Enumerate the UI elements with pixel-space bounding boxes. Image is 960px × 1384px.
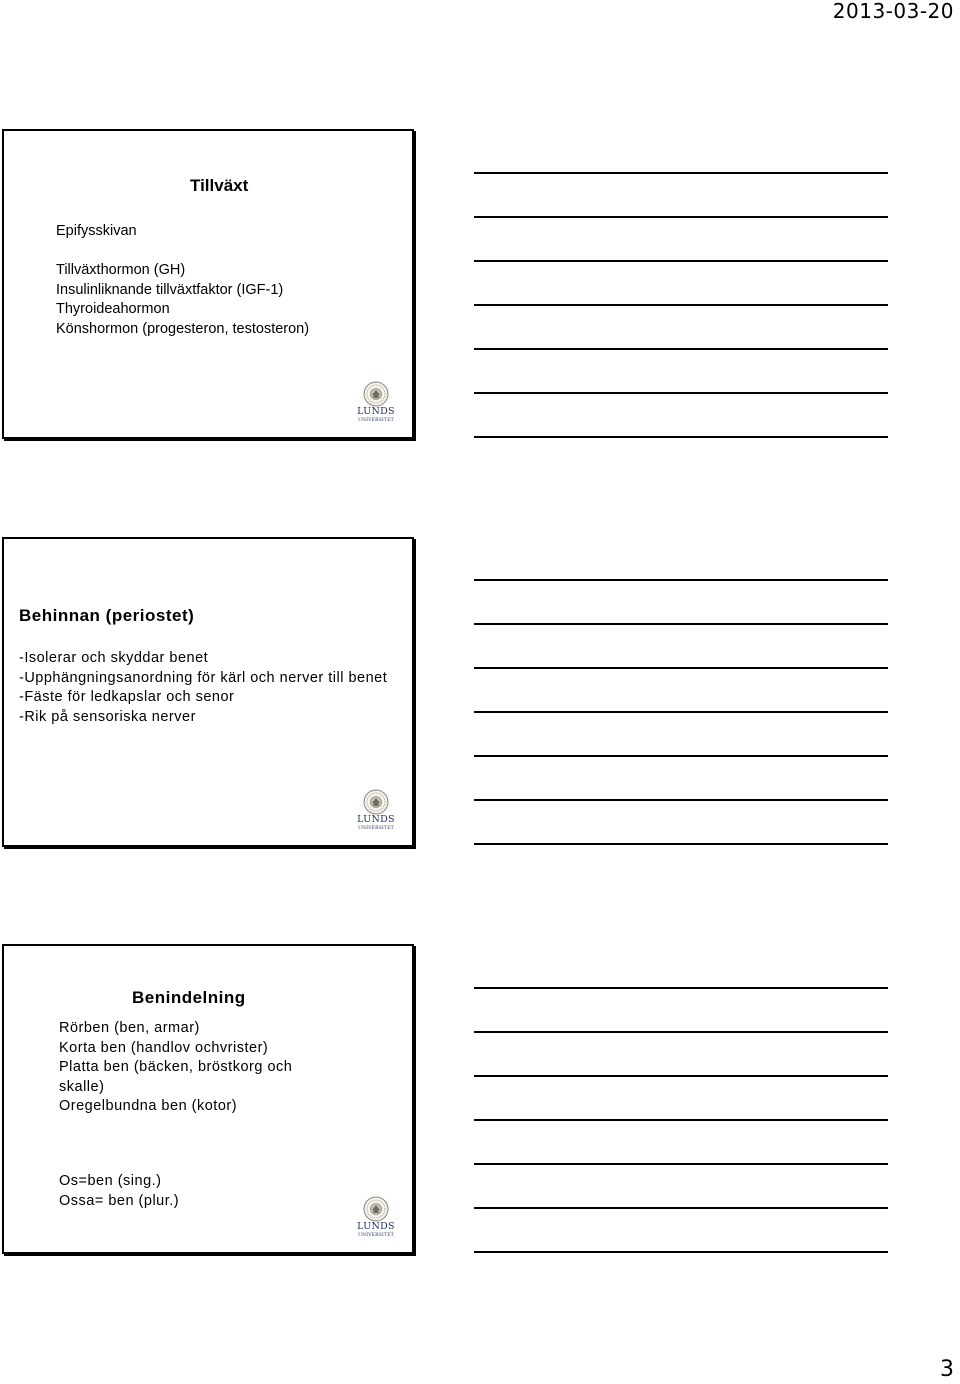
body-line: Epifysskivan [56, 223, 137, 239]
note-line [474, 260, 888, 262]
body-line: -Fäste för ledkapslar och senor [19, 689, 235, 705]
body-line: Platta ben (bäcken, bröstkorg och [59, 1059, 293, 1075]
body-line: Oregelbundna ben (kotor) [59, 1098, 238, 1114]
note-line [474, 755, 888, 757]
body-line: -Upphängningsanordning för kärl och nerver till benet [19, 669, 388, 686]
lund-university-logo [356, 1196, 396, 1242]
university-seal-icon [356, 789, 396, 815]
logo-subtitle: UNIVERSITET [358, 1233, 394, 1238]
note-line [474, 987, 888, 989]
body-line: Korta ben (handlov ochvrister) [59, 1039, 269, 1056]
note-line [474, 1031, 888, 1033]
note-line [474, 1119, 888, 1121]
note-line [474, 436, 888, 438]
note-line [474, 623, 888, 625]
body-line: -Rik på sensoriska nerver [19, 708, 196, 725]
body-line: Tillväxthormon (GH) [56, 262, 186, 278]
body-line: Rörben (ben, armar) [59, 1020, 200, 1036]
footnote-line: Ossa= ben (plur.) [59, 1192, 180, 1209]
logo-name: LUNDS [357, 1221, 395, 1232]
note-line [474, 579, 888, 581]
body-line: Könshormon (progesteron, testosteron) [56, 320, 310, 337]
note-line [474, 843, 888, 845]
slide-body [59, 1019, 292, 1117]
note-line [474, 304, 888, 306]
note-line [474, 216, 888, 218]
logo-name: LUNDS [357, 814, 395, 825]
university-seal-icon [356, 1196, 396, 1222]
slide-body [56, 222, 309, 339]
date-header: 2013-03-20 [832, 0, 954, 23]
slide-title: Tillväxt [190, 176, 249, 195]
note-line [474, 667, 888, 669]
note-line [474, 1207, 888, 1209]
note-line [474, 392, 888, 394]
slide-2 [2, 537, 414, 847]
body-line: -Isolerar och skyddar benet [19, 650, 209, 666]
lund-university-logo [356, 789, 396, 835]
body-line: Insulinliknande tillväxtfaktor (IGF-1) [56, 281, 284, 298]
logo-name: LUNDS [357, 406, 395, 417]
note-line [474, 1163, 888, 1165]
slide-footnote [59, 1172, 179, 1211]
page-number: 3 [940, 1357, 954, 1382]
note-line [474, 799, 888, 801]
note-line [474, 1075, 888, 1077]
footnote-line: Os=ben (sing.) [59, 1173, 162, 1189]
note-line [474, 172, 888, 174]
note-line [474, 348, 888, 350]
slide-title: Behinnan (periostet) [19, 606, 195, 625]
logo-subtitle: UNIVERSITET [358, 418, 394, 423]
body-line: skalle) [59, 1078, 105, 1095]
slide-1 [2, 129, 414, 439]
university-seal-icon [356, 381, 396, 407]
slide-3 [2, 944, 414, 1254]
body-line: Thyroideahormon [56, 301, 170, 317]
slide-body [19, 649, 387, 727]
note-line [474, 1251, 888, 1253]
logo-subtitle: UNIVERSITET [358, 826, 394, 831]
lund-university-logo [356, 381, 396, 427]
note-line [474, 711, 888, 713]
slide-title: Benindelning [132, 988, 246, 1007]
